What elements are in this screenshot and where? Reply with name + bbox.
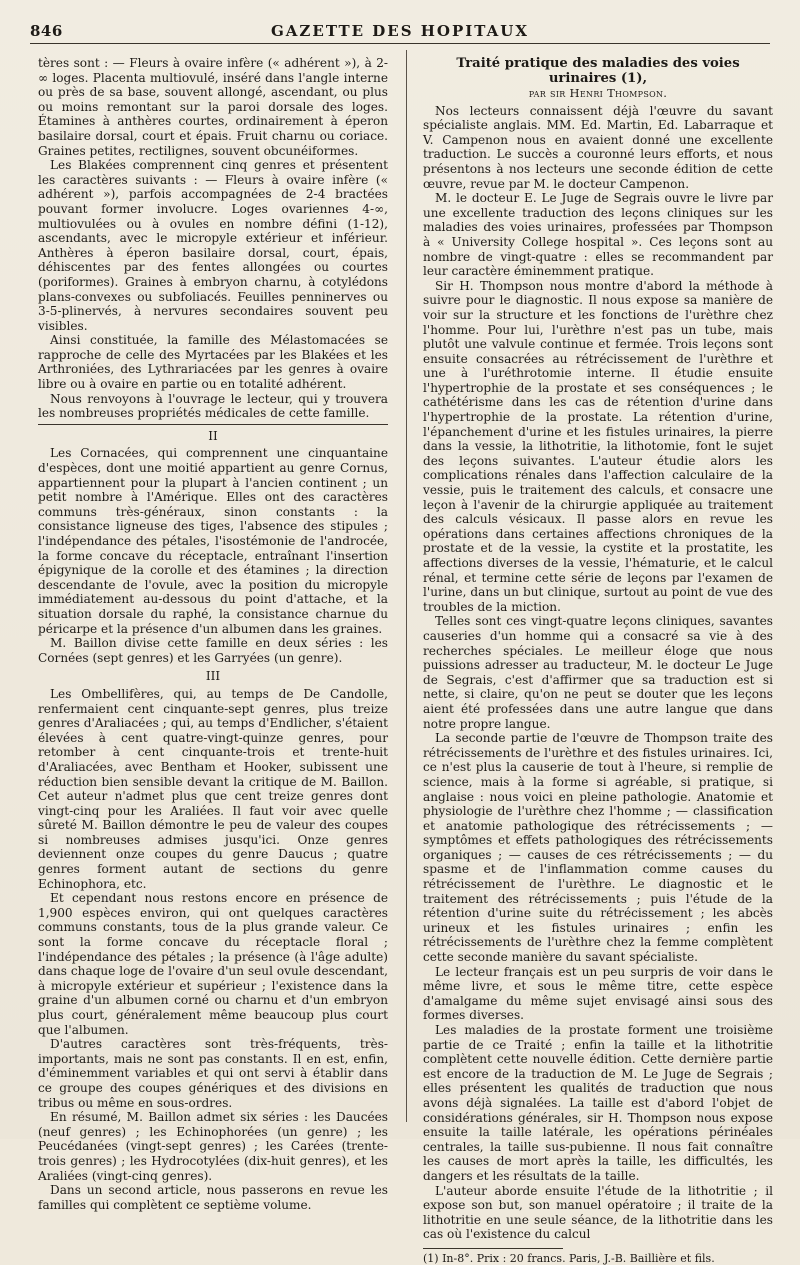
column-divider (406, 50, 407, 1122)
paragraph: Le lecteur français est un peu surpris de voir dans le même livre, et sous le même titre, cette espèce d'amalgame du même sujet envisagé ainsi sous des formes diverses. (423, 964, 773, 1023)
paragraph: Dans un second article, nous passerons en revue les familles qui complètent ce septième volume. (38, 1183, 388, 1212)
left-column (38, 56, 388, 1212)
paragraph: L'auteur aborde ensuite l'étude de la lithotritie ; il expose son but, son manuel opératoire ; il traite de la lithotritie en une seule séance, de la lithotritie dans les cas où l'existence du calcul (423, 1183, 773, 1242)
paragraph: Telles sont ces vingt-quatre leçons cliniques, savantes causeries d'un homme qui a consacré sa vie à des recherches spéciales. Le meilleur éloge que nous puissions adresser au traducteur, M. le docteur Le Juge de Segrais, c'est d'affirmer que sa traduction est si nette, si claire, qu'on ne peut se douter que les leçons aient été professées dans une autre langue que dans notre propre langue. (423, 614, 773, 731)
paragraph: Nos lecteurs connaissent déjà l'œuvre du savant spécialiste anglais. MM. Ed. Martin, Ed. Labarraque et V. Campenon nous en avaient donné une excellente traduction. Le succès a couronné leurs efforts, et nous présentons à nos lecteurs une seconde édition de cette œuvre, revue par M. le docteur Campenon. (423, 103, 773, 191)
paragraph: Sir H. Thompson nous montre d'abord la méthode à suivre pour le diagnostic. Il nous expose sa manière de voir sur la structure et les fonctions de l'urèthre chez l'homme. Pour lui, l'urèthre n'est pas un tube, mais plutôt une valvule continue et fermée. Trois leçons sont ensuite consacrées au rétrécissement de l'urèthre et une à l'uréthrotomie interne. Il étudie ensuite l'hypertrophie de la prostate et ses conséquences ; le cathétérisme dans les cas de rétention d'urine dans l'hypertrophie de la prostate. La rétention d'urine, l'épanchement d'urine et les fistules urinaires, la pierre dans la vessie, la lithotritie, la lithotomie, font le sujet des leçons suivantes. L'auteur étudie alors les complications rénales dans l'affection calculaire de la vessie, puis le traitement des calculs, et consacre une leçon à l'avenir de la chirurgie appliquée au traitement des calculs vésicaux. Il passe alors en revue les opérations dans certaines affections chroniques de la prostate et de la vessie, la cystite et la prostatite, les affections diverses de la vessie, l'hématurie, et le calcul rénal, et termine cette série de leçons par l'examen de l'urine, dans un but clinique, surtout au point de vue des troubles de la miction. (423, 278, 773, 614)
paragraph: Et cependant nous restons encore en présence de 1,900 espèces environ, qui ont quelques caractères communs constants, tous de la plus grande valeur. Ce sont la forme concave du réceptacle floral ; l'indépendance des pétales ; la présence (à l'âge adulte) dans chaque loge de l'ovaire d'un seul ovule descendant, à micropyle extérieur et supérieur ; l'existence dans la graine d'un albumen corné ou charnu et d'un embryon plus court, généralement même beaucoup plus court que l'albumen. (38, 891, 388, 1037)
paragraph: Ainsi constituée, la famille des Mélastomacées se rapproche de celle des Myrtacées par les Blakées et les Arthroniées, des Lythrariacées par les genres à ovaire libre ou à ovaire en partie ou en totalité adhérent. (38, 333, 388, 392)
paragraph: M. le docteur E. Le Juge de Segrais ouvre le livre par une excellente traduction des leçons cliniques sur les maladies des voies urinaires, professées par Thompson à « University College hospital ». Ces leçons sont au nombre de vingt-quatre : elles se recommandent par leur caractère éminemment pratique. (423, 191, 773, 279)
paragraph: Les Blakées comprennent cinq genres et présentent les caractères suivants : — Fleurs à ovaire infère (« adhérent »), parfois accompagnées de 2-4 bractées pouvant former involucre. Loges ovariennes 4-∞, multiovulées ou à ovules en nombre défini (1-12), ascendants, avec le micropyle extérieur et inférieur. Anthères à éperon basilaire dorsal, court, épais, déhiscentes par des fentes allongées ou courtes (poriformes). Graines à embryon charnu, à cotylédons plans-convexes ou subfoliacés. Feuilles penninerves ou 3-5-plinervés, à nervures secondaires souvent peu visibles. (38, 158, 388, 333)
paragraph: La seconde partie de l'œuvre de Thompson traite des rétrécissements de l'urèthre et des fistules urinaires. Ici, ce n'est plus la causerie de tout à l'heure, si remplie de science, mais à la forme si agréable, si pratique, si anglaise : nous voici en pleine pathologie. Anatomie et physiologie de l'urèthre chez l'homme ; — classification et anatomie pathologique des rétrécissements ; — symptômes et effets pathologiques des rétrécissements organiques ; — causes de ces rétrécissements ; — du spasme et de l'inflammation comme causes du rétrécissement de l'urèthre. Le diagnostic et le traitement des rétrécissements ; puis l'étude de la rétention d'urine suite du rétrécissement ; les abcès urineux et les fistules urinaires ; enfin les rétrécissements de l'urèthre chez la femme complètent cette seconde manière du savant spécialiste. (423, 731, 773, 965)
book-author: par sir Henri Thompson. (528, 86, 668, 100)
section-number: II (208, 428, 218, 443)
paragraph: D'autres caractères sont très-fréquents, très-importants, mais ne sont pas constants. Il en est, enfin, d'éminemment variables et qui ont servi à établir dans ce groupe des coupes génériques et des divisions en tribus ou même en sous-ordres. (38, 1037, 388, 1110)
paragraph: Les Cornacées, qui comprennent une cinquantaine d'espèces, dont une moitié appartient au genre Cornus, appartiennent pour la plupart à l'ancien continent ; un petit nombre à l'Amérique. Elles ont des caractères communs très-généraux, sinon constants : la consistance ligneuse des tiges, l'absence des stipules ; l'indépendance des pétales, l'isostémonie de l'androcée, la forme concave du réceptacle, entraînant l'insertion épigynique de la corolle et des étamines ; la direction descendante de l'ovule, avec la position du micropyle immédiatement au-dessous du point d'attache, et la situation dorsale du raphé, la consistance charnue du péricarpe et la présence d'un albumen dans les graines. (38, 446, 388, 636)
footnote-rule (423, 1248, 563, 1249)
paragraph: Les Ombellifères, qui, au temps de De Candolle, renfermaient cent cinquante-sept genres, plus treize genres d'Araliacées ; qui, au temps d'Endlicher, s'étaient élevées à cent quatre-vingt-quinze genres, pour retomber à cent cinquante-trois et trente-huit d'Araliacées, avec Bentham et Hooker, subissent une réduction bien sensible devant la critique de M. Baillon. Cet auteur n'admet plus que cent treize genres dont vingt-cinq pour les Araliées. Il faut voir avec quelle sûreté M. Baillon démontre le peu de valeur des coupes si nombreuses admises jusqu'ici. Onze genres deviennent onze coupes du genre Daucus ; quatre genres forment autant de sections du genre Echinophora, etc. (38, 686, 388, 891)
header-rule (30, 43, 770, 44)
paragraph: M. Baillon divise cette famille en deux séries : les Cornées (sept genres) et les Garryées (un genre). (38, 636, 388, 665)
section-number: III (205, 669, 221, 684)
page-number: 846 (30, 22, 63, 40)
paragraph: tères sont : — Fleurs à ovaire infère (« adhérent »), à 2-∞ loges. Placenta multiovulé, inséré dans l'angle interne ou près de sa base, souvent allongé, ascendant, ou plus ou moins remontant sur la paroi dorsale des loges. Étamines à anthères courtes, ordinairement à éperon basilaire dorsal, court et épais. Fruit charnu ou coriace. Graines petites, rectilignes, souvent obcunéiformes. (38, 56, 388, 158)
paragraph: Nous renvoyons à l'ouvrage le lecteur, qui y trouvera les nombreuses propriétés médicales de cette famille. (38, 391, 388, 421)
journal-title: GAZETTE DES HOPITAUX (270, 22, 529, 40)
right-column (423, 56, 773, 1265)
page-header (30, 22, 770, 40)
paragraph: Les maladies de la prostate forment une troisième partie de ce Traité ; enfin la taille et la lithotritie complètent cette nouvelle édition. Cette dernière partie est encore de la traduction de M. Le Juge de Segrais ; elles présentent les qualités de traduction que nous avons déjà signalées. La taille est d'abord l'objet de considérations générales, sir H. Thompson nous expose ensuite la taille latérale, les opérations périnéales centrales, la taille sus-pubienne. Il nous fait connaître les causes de mort après la taille, les difficultés, les dangers et les résultats de la taille. (423, 1023, 773, 1183)
section-rule (38, 424, 388, 425)
book-title: Traité pratique des maladies des voies urinaires (1), (456, 56, 740, 86)
paragraph: En résumé, M. Baillon admet six séries : les Daucées (neuf genres) ; les Echinophorées (un genre) ; les Peucédanées (vingt-sept genres) ; les Carées (trente-trois genres) ; les Hydrocotylées (dix-huit genres), et les Araliées (vingt-cinq genres). (38, 1110, 388, 1183)
footnote: (1) In-8°. Prix : 20 francs. Paris, J.-B. Baillière et fils. (423, 1251, 715, 1265)
